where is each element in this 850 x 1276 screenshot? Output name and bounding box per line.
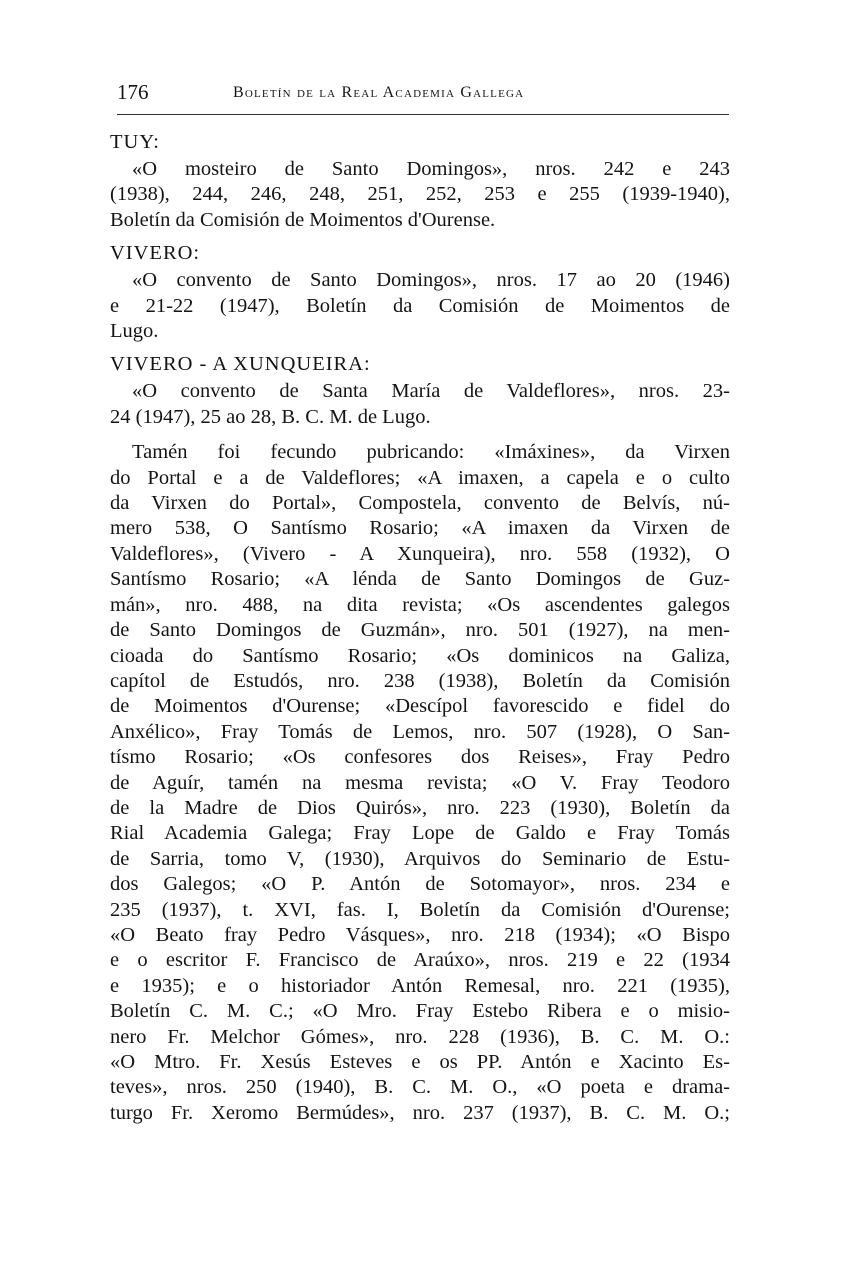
paragraph xyxy=(110,157,730,233)
text-line: teves», nros. 250 (1940), B. C. M. O., «O poeta e drama- xyxy=(110,1076,730,1099)
text-line: Rial Academia Galega; Fray Lope de Galdo e Fray Tomás xyxy=(110,822,730,845)
text-line: mero 538, O Santísmo Rosario; «A imaxen da Virxen de xyxy=(110,517,730,540)
text-line: Boletín da Comisión de Moimentos d'Ourense. xyxy=(110,208,496,231)
text-line: (1938), 244, 246, 248, 251, 252, 253 e 255 (1939-1940), xyxy=(110,183,730,206)
text-line: 24 (1947), 25 ao 28, B. C. M. de Lugo. xyxy=(110,405,431,428)
page-number: 176 xyxy=(117,80,149,104)
text-line: tísmo Rosario; «Os confesores dos Reises», Fray Pedro xyxy=(110,746,730,769)
text-line: mán», nro. 488, na dita revista; «Os ascendentes galegos xyxy=(110,593,730,616)
text-line: da Virxen do Portal», Compostela, convento de Belvís, nú- xyxy=(110,492,730,515)
text-line: dos Galegos; «O P. Antón de Sotomayor», nros. 234 e xyxy=(110,873,730,896)
text-line: «O Beato fray Pedro Vásques», nro. 218 (1934); «O Bispo xyxy=(110,923,730,946)
text-line: de Santo Domingos de Guzmán», nro. 501 (1927), na men- xyxy=(110,619,730,642)
text-line: do Portal e a de Valdeflores; «A imaxen, a capela e o culto xyxy=(110,466,730,489)
text-line: «O Mtro. Fr. Xesús Esteves e os PP. Antón e Xacinto Es- xyxy=(110,1051,730,1073)
text-line: capítol de Estudós, nro. 238 (1938), Boletín da Comisión xyxy=(110,669,730,692)
text-line: 235 (1937), t. XVI, fas. I, Boletín da Comisión d'Ourense; xyxy=(110,898,730,921)
text-line: Lugo. xyxy=(110,320,159,343)
paragraph xyxy=(110,440,730,1126)
text-line: de Moimentos d'Ourense; «Descípol favorescido e fidel do xyxy=(110,695,730,718)
text-line: de la Madre de Dios Quirós», nro. 223 (1930), Boletín da xyxy=(110,796,730,819)
text-line: Tamén foi fecundo pubricando: «Imáxines», da Virxen xyxy=(132,441,730,464)
text-line: turgo Fr. Xeromo Bermúdes», nro. 237 (1937), B. C. M. O.; xyxy=(110,1101,730,1124)
text-line: Santísmo Rosario; «A lénda de Santo Domingos de Guz- xyxy=(110,568,730,591)
text-line: «O mosteiro de Santo Domingos», nros. 242 e 243 xyxy=(132,158,730,180)
body-text xyxy=(110,128,730,1132)
text-line: de Aguír, tamén na mesma revista; «O V. Fray Teodoro xyxy=(110,771,730,794)
text-line: «O convento de Santa María de Valdeflores», nros. 23- xyxy=(132,380,730,403)
text-line: e 21-22 (1947), Boletín da Comisión de Moimentos de xyxy=(110,294,730,317)
section-heading: VIVERO: xyxy=(110,242,201,265)
text-line: nero Fr. Melchor Gómes», nro. 228 (1936), B. C. M. O.: xyxy=(110,1025,730,1048)
section-heading: TUY: xyxy=(110,131,160,153)
text-line: Anxélico», Fray Tomás de Lemos, nro. 507 (1928), O San- xyxy=(110,720,730,743)
text-line: de Sarria, tomo V, (1930), Arquivos do Seminario de Estu- xyxy=(110,847,730,870)
paragraph xyxy=(110,379,730,430)
text-line: cioada do Santísmo Rosario; «Os dominicos na Galiza, xyxy=(110,644,730,667)
text-line: e o escritor F. Francisco de Araúxo», nros. 219 e 22 (1934 xyxy=(110,949,730,972)
text-line: Boletín C. M. C.; «O Mro. Fray Estebo Ribera e o misio- xyxy=(110,1000,730,1023)
text-line: «O convento de Santo Domingos», nros. 17 ao 20 (1946) xyxy=(132,269,730,292)
text-line: e 1935); e o historiador Antón Remesal, nro. 221 (1935), xyxy=(110,974,730,997)
page-header xyxy=(117,78,729,115)
running-title: Boletín de la Real Academia Gallega xyxy=(233,84,525,101)
text-line: Valdeflores», (Vivero - A Xunqueira), nro. 558 (1932), O xyxy=(110,542,730,565)
paragraph xyxy=(110,268,730,344)
section-heading: VIVERO - A XUNQUEIRA: xyxy=(110,353,371,376)
